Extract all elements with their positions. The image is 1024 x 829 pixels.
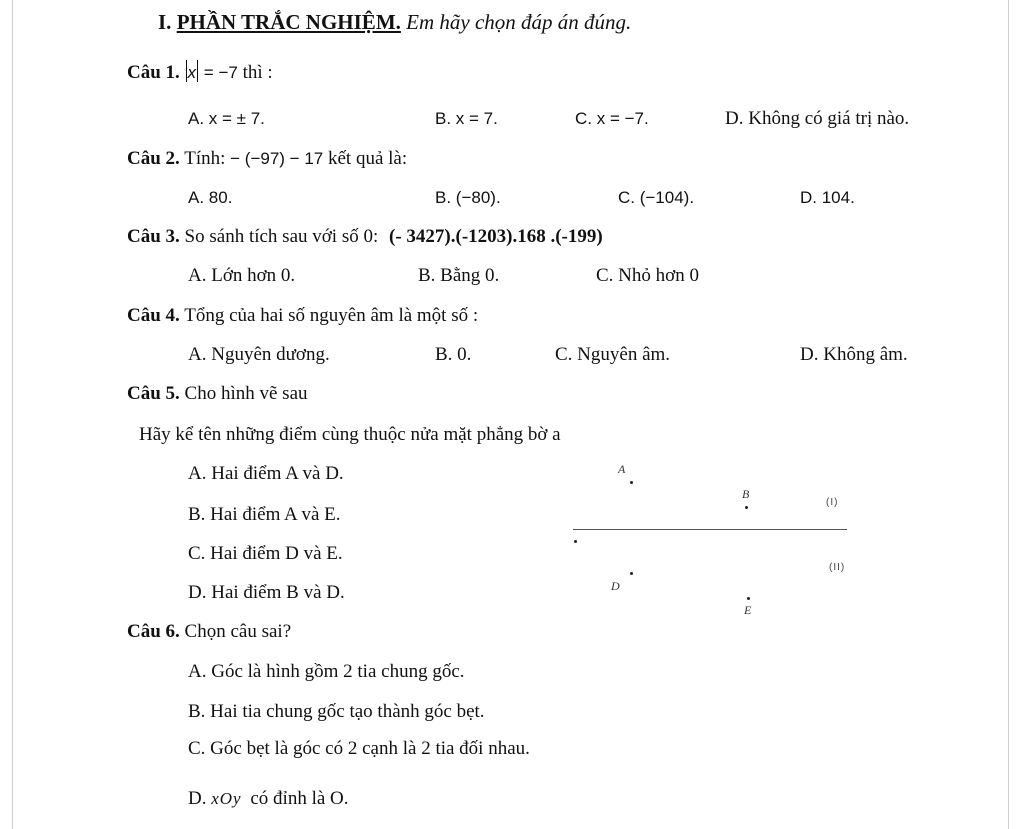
question-label: Câu 3. xyxy=(127,226,180,247)
q4-option-d: D. Không âm. xyxy=(800,344,908,365)
q4-option-b: B. 0. xyxy=(435,344,472,365)
page-border-left xyxy=(12,0,13,829)
q2-option-a: A. 80. xyxy=(188,188,233,207)
point-a-dot xyxy=(630,481,633,484)
point-label-d: D xyxy=(611,579,620,593)
question-label: Câu 1. xyxy=(127,62,180,83)
q6-option-a: A. Góc là hình gồm 2 tia chung gốc. xyxy=(188,661,465,682)
q5-option-a: A. Hai điểm A và D. xyxy=(188,463,344,484)
q1-option-a: A. x = ± 7. xyxy=(188,109,265,128)
section-heading xyxy=(158,10,631,34)
point-b-dot xyxy=(745,506,748,509)
q1-option-d: D. Không có giá trị nào. xyxy=(725,108,910,129)
question-label: Câu 4. xyxy=(127,305,180,326)
question-expression: (- 3427).(-1203).168 .(-199) xyxy=(389,226,603,247)
q5-option-d: D. Hai điểm B và D. xyxy=(188,582,345,603)
section-instruction: Em hãy chọn đáp án đúng. xyxy=(406,10,632,34)
question-text: Tổng của hai số nguyên âm là một số : xyxy=(184,305,479,326)
question-label: Câu 6. xyxy=(127,621,180,642)
question-prefix: So sánh tích sau với số 0: xyxy=(184,226,379,247)
question-label: Câu 5. xyxy=(127,383,180,404)
question-6 xyxy=(127,620,291,644)
page-border-right xyxy=(1008,0,1009,829)
q1-option-b: B. x = 7. xyxy=(435,109,498,128)
section-numeral: I. xyxy=(158,10,172,34)
question-tail: thì : xyxy=(242,62,273,83)
angle-name: xOy xyxy=(211,789,242,808)
question-tail: kết quả là: xyxy=(327,148,408,169)
question-label: Câu 2. xyxy=(127,148,180,169)
point-e-dot xyxy=(747,597,750,600)
question-5-prompt: Hãy kể tên những điểm cùng thuộc nửa mặt phẳng bờ a xyxy=(139,424,561,445)
region-label-1: (I) xyxy=(826,497,839,508)
line-marker-dot xyxy=(574,540,577,543)
question-expression: − (−97) − 17 xyxy=(230,149,324,168)
equation-rhs: = −7 xyxy=(203,63,238,82)
section-title: PHẦN TRẮC NGHIỆM. xyxy=(176,10,401,34)
q3-option-a: A. Lớn hơn 0. xyxy=(188,265,296,286)
q6-option-c: C. Góc bẹt là góc có 2 cạnh là 2 tia đối nhau. xyxy=(188,738,530,759)
region-label-2: (II) xyxy=(829,562,846,573)
option-tail: có đỉnh là O. xyxy=(250,788,349,809)
question-text: Cho hình vẽ sau xyxy=(184,383,308,404)
question-text: Chọn câu sai? xyxy=(184,621,292,642)
q6-option-d xyxy=(188,787,349,811)
abs-bar-left xyxy=(186,60,187,82)
abs-variable: x xyxy=(187,63,197,82)
question-5 xyxy=(127,382,308,406)
q2-option-c: C. (−104). xyxy=(618,188,695,207)
q5-option-b: B. Hai điểm A và E. xyxy=(188,504,341,525)
question-3 xyxy=(127,225,603,249)
question-1 xyxy=(127,60,273,85)
q1-option-c: C. x = −7. xyxy=(575,109,649,128)
q2-option-d: D. 104. xyxy=(800,188,855,207)
q3-option-b: B. Bằng 0. xyxy=(418,265,500,286)
q3-option-c: C. Nhỏ hơn 0 xyxy=(596,265,699,286)
q6-option-b: B. Hai tia chung gốc tạo thành góc bẹt. xyxy=(188,701,485,722)
question-4 xyxy=(127,304,478,328)
q4-option-c: C. Nguyên âm. xyxy=(555,344,671,365)
q5-option-c: C. Hai điểm D và E. xyxy=(188,543,343,564)
q4-option-a: A. Nguyên dương. xyxy=(188,344,330,365)
point-label-b: B xyxy=(742,487,750,501)
point-label-e: E xyxy=(744,603,752,617)
q2-option-b: B. (−80). xyxy=(435,188,501,207)
option-letter: D. xyxy=(188,788,207,809)
question-2 xyxy=(127,147,407,171)
abs-bar-right xyxy=(197,60,198,82)
boundary-line-a xyxy=(573,529,847,530)
question-prefix: Tính: xyxy=(184,148,226,169)
point-d-dot xyxy=(630,572,633,575)
point-label-a: A xyxy=(618,462,626,476)
